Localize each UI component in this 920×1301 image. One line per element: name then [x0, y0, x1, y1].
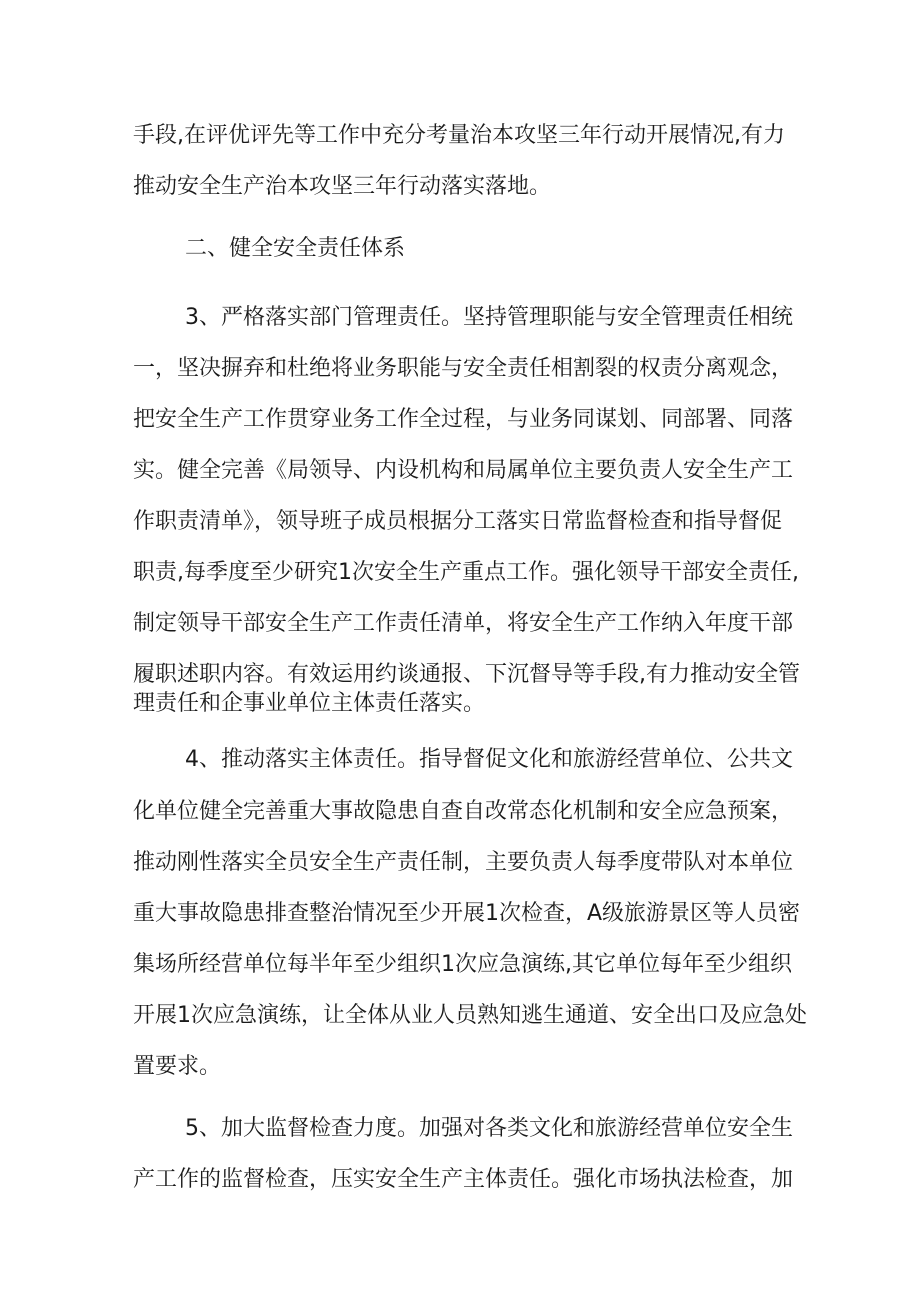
paragraph-first-line: 3、严格落实部门管理责任。坚持管理职能与安全管理责任相统 [185, 305, 793, 330]
text-line: 把安全生产工作贯穿业务工作全过程，与业务同谋划、同部署、同落 [133, 407, 794, 432]
text-line: 职责,每季度至少研究1次安全生产重点工作。强化领导干部安全责任, [133, 560, 799, 585]
text-line: 制定领导干部安全生产工作责任清单，将安全生产工作纳入年度干部 [133, 611, 794, 636]
text-line: 手段,在评优评先等工作中充分考量治本攻坚三年行动开展情况,有力 [133, 123, 785, 148]
text-line: 开展1次应急演练，让全体从业人员熟知逃生通道、安全出口及应急处 [133, 1003, 807, 1028]
section-heading: 二、健全安全责任体系 [185, 236, 406, 261]
text-line: 推动刚性落实全员安全生产责任制，主要负责人每季度带队对本单位 [133, 850, 794, 875]
text-line: 集场所经营单位每半年至少组织1次应急演练,其它单位每年至少组织 [133, 952, 792, 977]
text-line: 一，坚决摒弃和杜绝将业务职能与安全责任相割裂的权责分离观念， [133, 356, 794, 381]
text-line: 实。健全完善《局领导、内设机构和局属单位主要负责人安全生产工 [133, 458, 794, 483]
text-line: 产工作的监督检查，压实安全生产主体责任。强化市场执法检查，加 [133, 1167, 794, 1192]
text-line: 化单位健全完善重大事故隐患自查自改常态化机制和安全应急预案， [133, 799, 794, 824]
paragraph-first-line: 5、加大监督检查力度。加强对各类文化和旅游经营单位安全生 [185, 1116, 793, 1141]
text-line: 履职述职内容。有效运用约谈通报、下沉督导等手段,有力推动安全管 [133, 662, 800, 687]
text-line: 作职责清单》，领导班子成员根据分工落实日常监督检查和指导督促 [133, 509, 783, 534]
text-line: 置要求。 [133, 1054, 222, 1079]
text-line: 理责任和企事业单位主体责任落实。 [133, 691, 486, 716]
text-line: 推动安全生产治本攻坚三年行动落实落地。 [133, 174, 552, 199]
text-line: 重大事故隐患排查整治情况至少开展1次检查，A级旅游景区等人员密 [133, 901, 801, 926]
paragraph-first-line: 4、推动落实主体责任。指导督促文化和旅游经营单位、公共文 [185, 747, 793, 772]
